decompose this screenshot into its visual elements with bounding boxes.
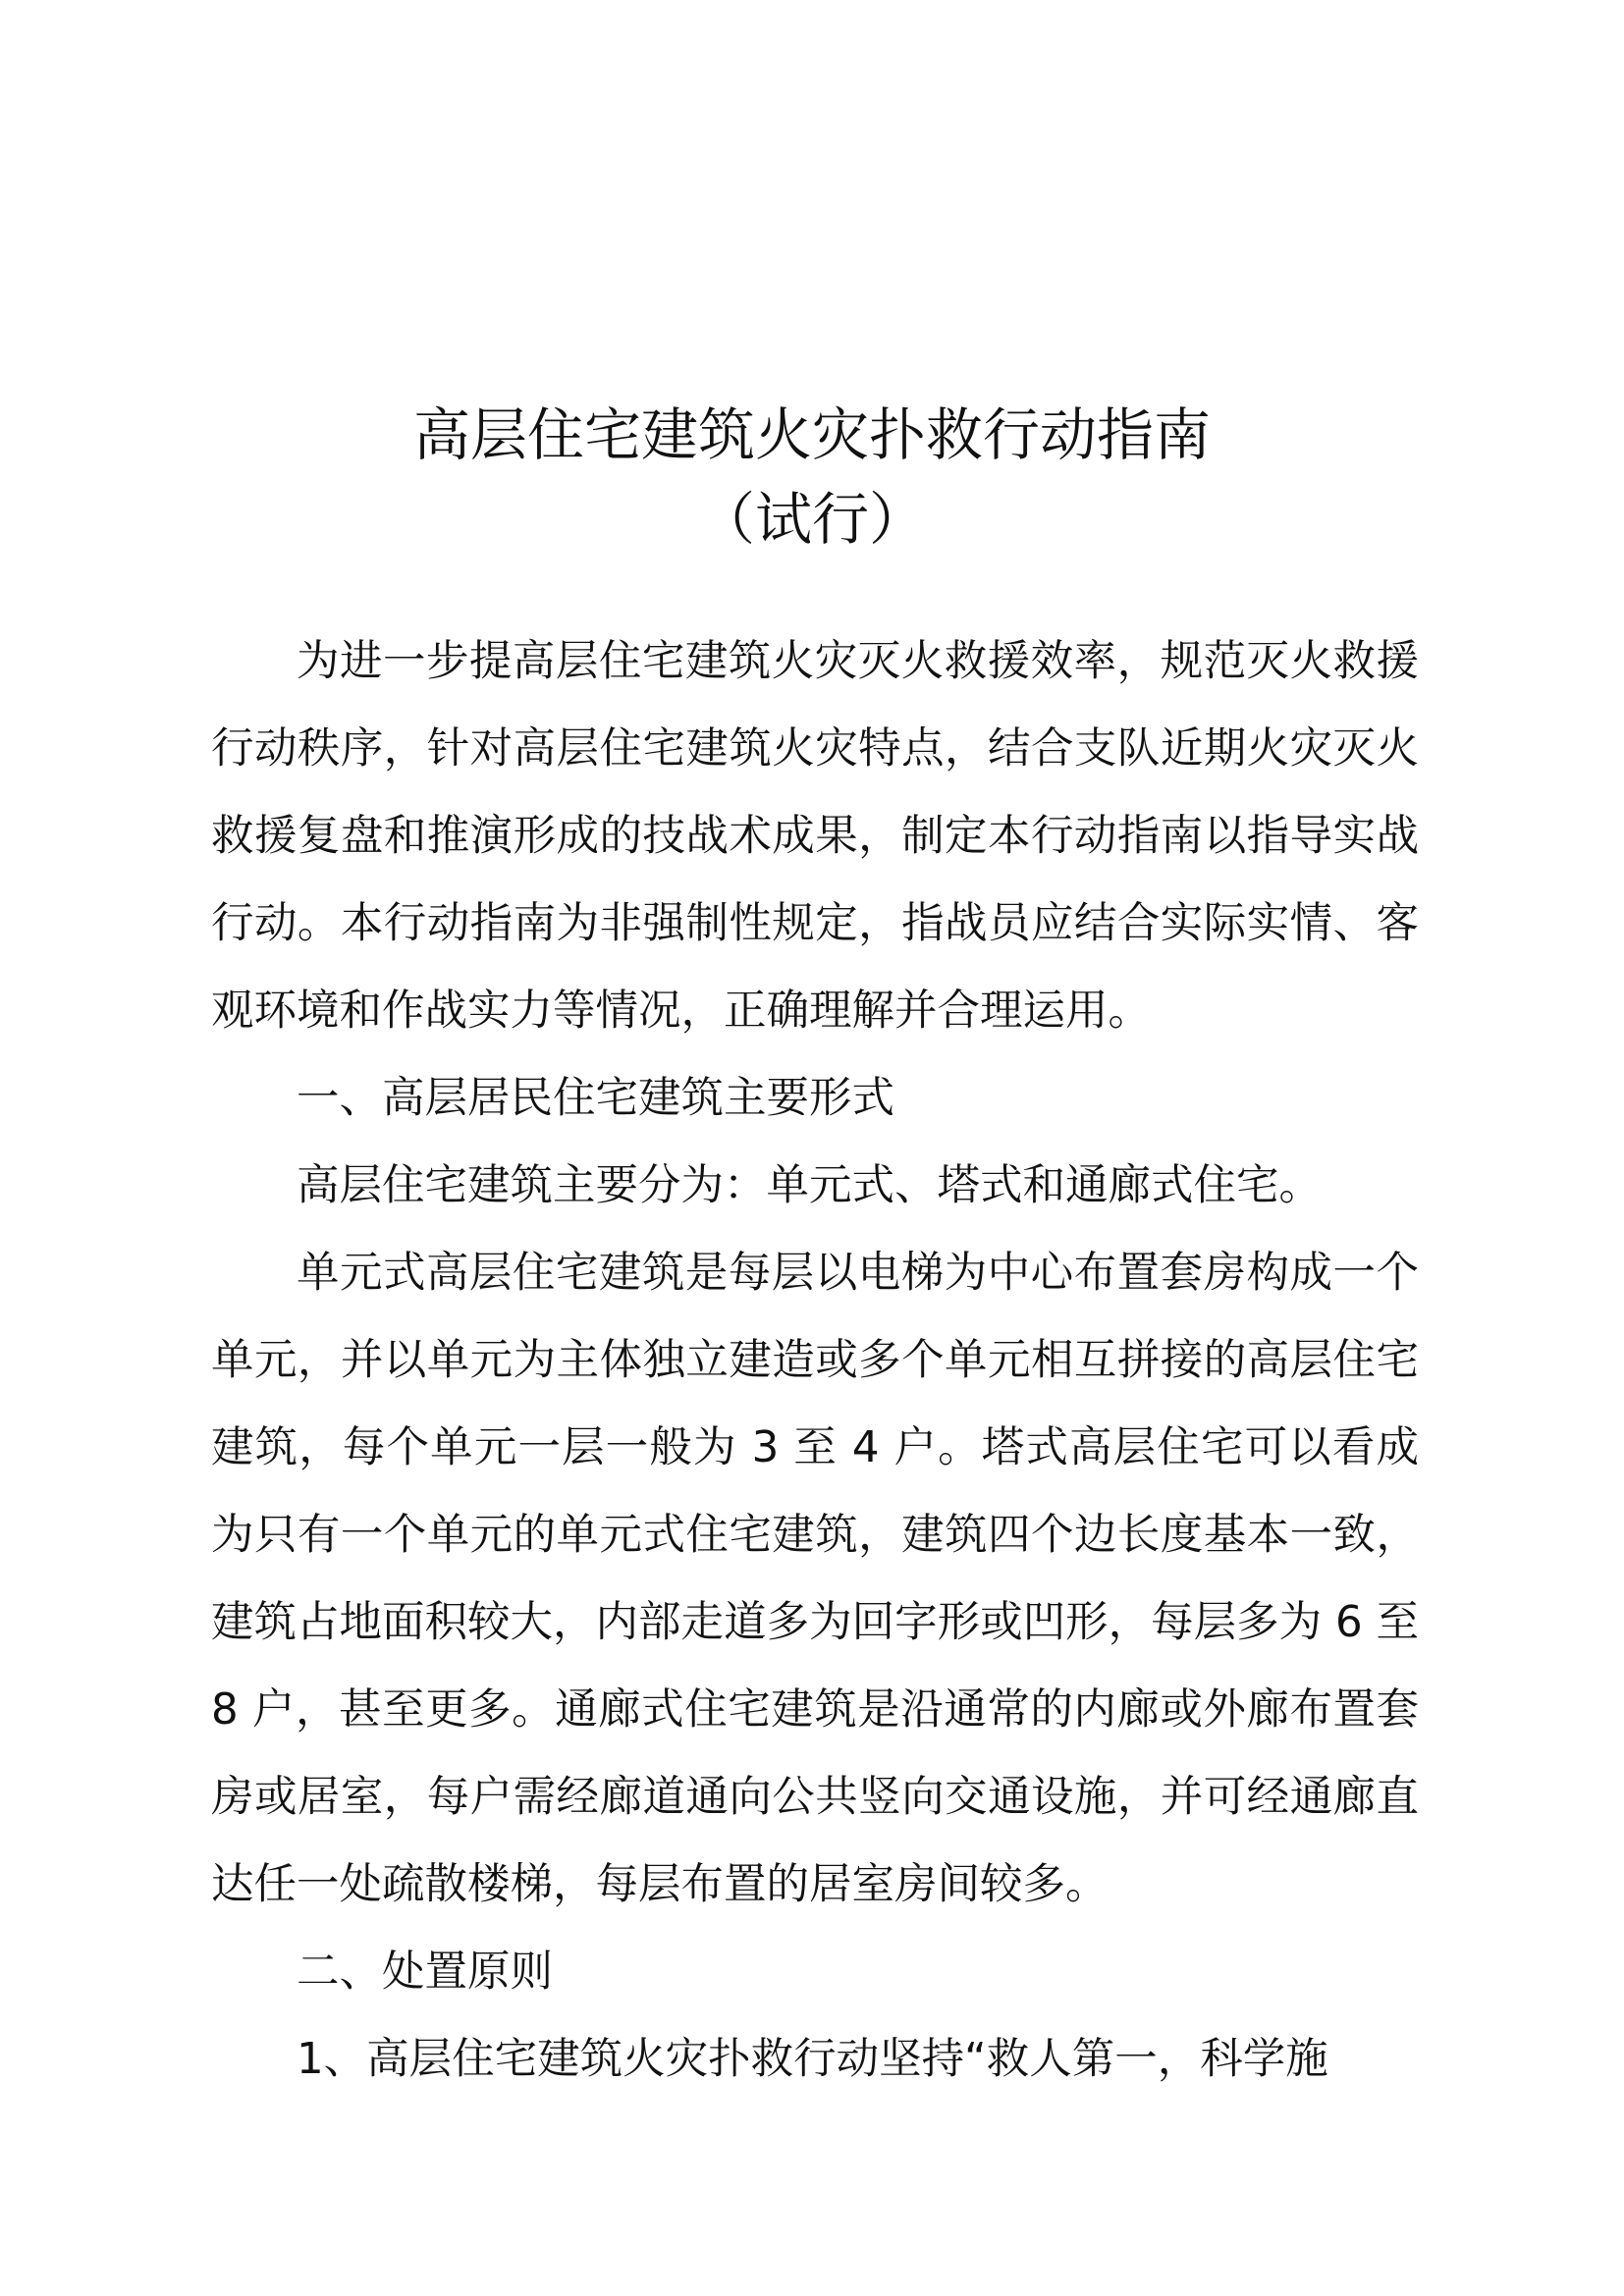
principle-item-1: 1、高层住宅建筑火灾扑救行动坚持“救人第一，科学施 (297, 2035, 1328, 2084)
section-heading-2: 二、处置原则 (297, 1948, 553, 1997)
section-summary-paragraph: 高层住宅建筑主要分为：单元式、塔式和通廊式住宅。 (297, 1161, 1322, 1210)
building-types-paragraph: 单元式高层住宅建筑是每层以电梯为中心布置套房构成一个单元，并以单元为主体独立建造或多个单元相互拼接的高层住宅建筑，每个单元一层一般为 3 至 4 户。塔式高层住宅可以看成为只有一个单元的单元式住宅建筑，建筑四个边长度基本一致，建筑占地面积较大，内部走道多为回字形或凹形，每层多为 6 至 8 户，甚至更多。通廊式住宅建筑是沿通常的内廊或外廊布置套房或居室，每户需经廊道通向公共竖向交通设施，并可经通廊直达任一处疏散楼梯，每层布置的居室房间较多。 (211, 1249, 1419, 1909)
document-title: 高层住宅建筑火灾扑救行动指南 (412, 401, 1211, 468)
document-subtitle: （试行） (697, 486, 926, 553)
document-body (211, 618, 1419, 2104)
intro-paragraph: 为进一步提高层住宅建筑火灾灭火救援效率，规范灭火救援行动秩序，针对高层住宅建筑火灾特点，结合支队近期火灾灭火救援复盘和推演形成的技战术成果，制定本行动指南以指导实战行动。本行动指南为非强制性规定，指战员应结合实际实情、客观环境和作战实力等情况，正确理解并合理运用。 (211, 637, 1419, 1036)
section-heading-1: 一、高层居民住宅建筑主要形式 (297, 1074, 894, 1123)
